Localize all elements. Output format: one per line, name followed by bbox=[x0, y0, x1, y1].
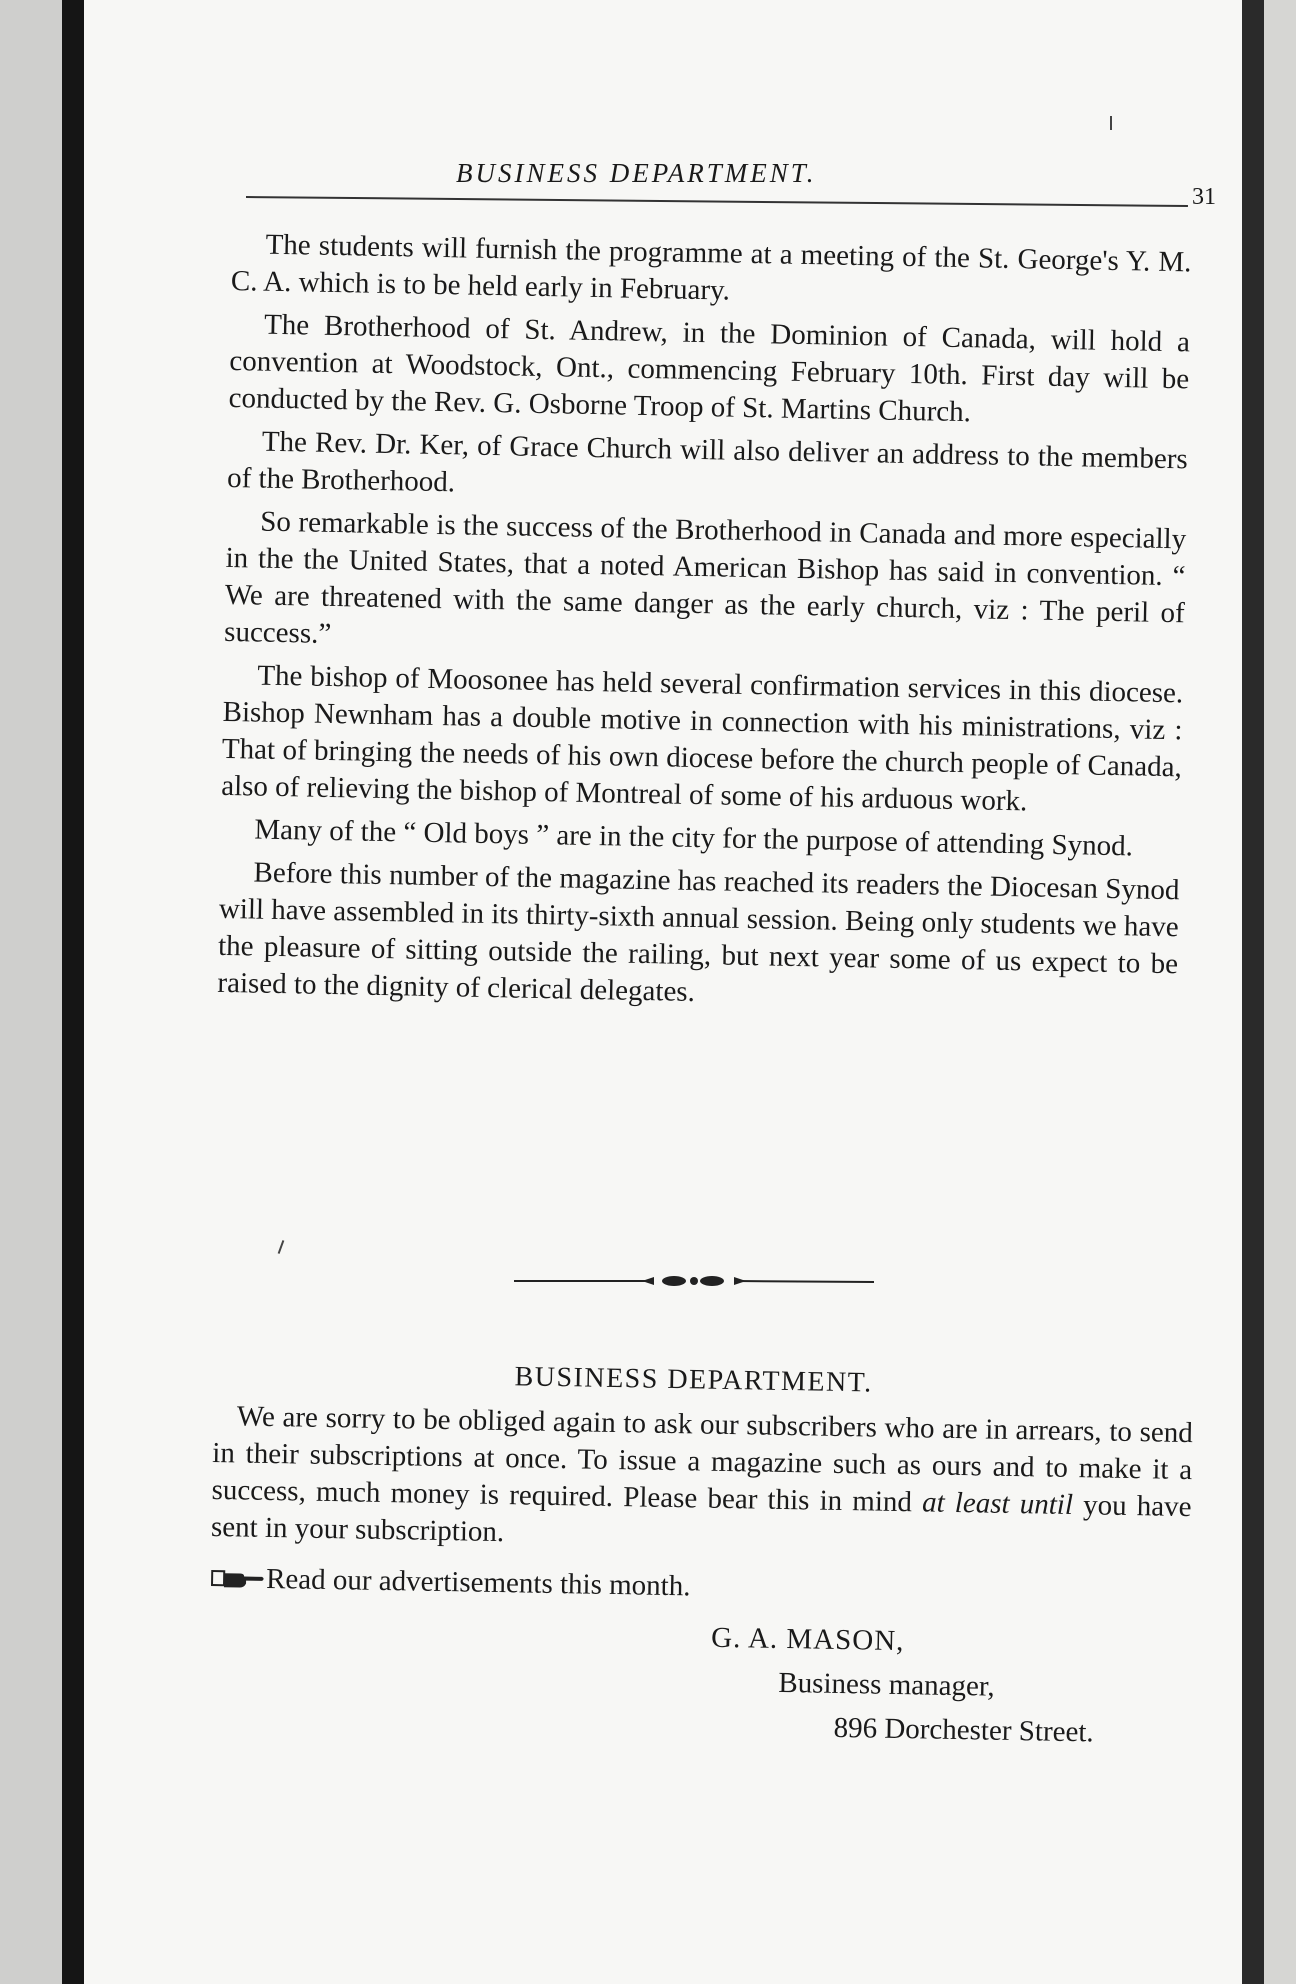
subscription-notice bbox=[211, 1398, 1193, 1563]
business-department-section bbox=[207, 1356, 1194, 1756]
notice-emphasis: at least until bbox=[921, 1486, 1074, 1522]
book-spine-shadow bbox=[62, 0, 84, 1984]
signature-name: G. A. MASON, bbox=[710, 1621, 905, 1658]
article-body bbox=[217, 226, 1192, 1026]
notice-text-end: you have sent in your subscription. bbox=[210, 1489, 1192, 1549]
header-rule bbox=[246, 196, 1188, 207]
advertisements-line bbox=[210, 1560, 1190, 1614]
scan-speck bbox=[278, 1240, 285, 1254]
paragraph-old-boys: Many of the “ Old boys ” are in the city for the purpose of attending Synod. bbox=[254, 813, 1134, 863]
paragraph-brotherhood-success: So remarkable is the success of the Brotherhood in Canada and more especially in the the United States, that a noted American Bishop has said in convention. “ We are threatened with the same danger as the early church, viz : The peril of success.” bbox=[223, 505, 1187, 650]
section-heading: BUSINESS DEPARTMENT. bbox=[514, 1361, 873, 1399]
page-number: 31 bbox=[1192, 184, 1216, 210]
paragraph-bishop-moosonee: The bishop of Moosonee has held several confirmation services in this diocese. Bishop Newnham has a double motive in connection with his ministrations, viz : That of bringing the needs of his own diocese before the church people of Canada, also of relieving the bishop of Montreal of some of his arduous work. bbox=[220, 659, 1184, 818]
advertisements-text: Read our advertisements this month. bbox=[265, 1562, 691, 1603]
notice-text: We are sorry to be obliged again to ask our subscribers who are in arrears, to send in their subscriptions at once. To issue a magazine such as ours and to make it a success, much money is required. Please bear this in mind bbox=[211, 1400, 1194, 1519]
right-page-edge bbox=[1242, 0, 1296, 1984]
scan-speck bbox=[1110, 116, 1112, 130]
signature-address: 896 Dorchester Street. bbox=[833, 1711, 1094, 1749]
paragraph-diocesan-synod: Before this number of the magazine has reached its readers the Diocesan Synod will have assembled in its thirty-sixth annual session. Being only students we have the pleasure of sitting outside the railing, but next year some of us expect to be raised to the dignity of clerical delegates. bbox=[217, 856, 1180, 1009]
paragraph-brotherhood-convention: The Brotherhood of St. Andrew, in the Dominion of Canada, will hold a convention at Woodstock, Ont., commencing February 10th. First day will be conducted by the Rev. G. Osborne Troop of St. Martins Church. bbox=[228, 308, 1191, 429]
section-divider-ornament bbox=[514, 1272, 874, 1290]
paragraph-rev-ker: The Rev. Dr. Ker, of Grace Church will also deliver an address to the members of the Brotherhood. bbox=[226, 425, 1189, 499]
right-edge-shadow bbox=[1242, 0, 1264, 1984]
paragraph-students-programme: The students will furnish the programme at a meeting of the St. George's Y. M. C. A. which is to be held early in February. bbox=[230, 228, 1192, 307]
book-page bbox=[84, 0, 1242, 1984]
facing-page-edge bbox=[0, 0, 72, 1984]
pointing-hand-icon bbox=[210, 1565, 266, 1592]
running-title: BUSINESS DEPARTMENT. bbox=[456, 158, 817, 188]
signature-role: Business manager, bbox=[778, 1666, 995, 1703]
signature-block bbox=[207, 1607, 1189, 1756]
